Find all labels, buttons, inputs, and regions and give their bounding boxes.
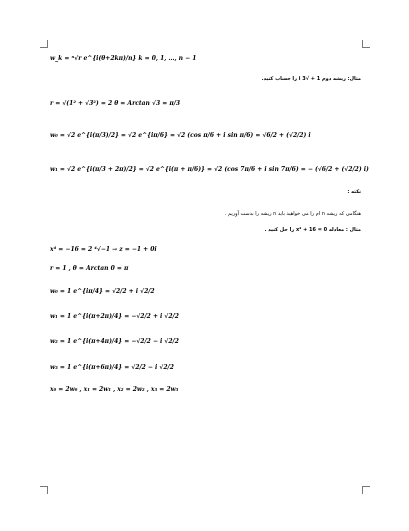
formula-wk: w_k = ⁿ√r e^{i(θ+2kπ)/n} k = 0, 1, …, n − 1 bbox=[50, 55, 197, 62]
formula-w1-2: w₁ = 1 e^{i(π+2π)/4} = −√2/2 + i √2/2 bbox=[50, 313, 179, 320]
formula-w3-2: w₃ = 1 e^{i(π+6π)/4} = √2/2 − i √2/2 bbox=[50, 364, 174, 371]
formula-r-theta-1: r = √(1² + √3²) = 2 θ = Arctan √3 = π/3 bbox=[50, 100, 181, 107]
margin-mark-top-left bbox=[40, 40, 48, 48]
note-title: نکته : bbox=[347, 189, 361, 195]
note-body: هنگامی که ریشه n ام را می خواهید باید n ریشه را بدست آوریم . bbox=[224, 211, 361, 217]
formula-x4: x⁴ = −16 = 2 ⁴√−1 → z = −1 + 0i bbox=[50, 246, 157, 253]
example-heading-1: مثال: ریشه دوم 1 + √3 i را حساب کنید. bbox=[261, 76, 361, 82]
margin-mark-bottom-right bbox=[362, 486, 370, 494]
margin-mark-top-right bbox=[362, 40, 370, 48]
formula-w0-1: w₀ = √2 e^{i(π/3)/2} = √2 e^{iπ/6} = √2 (cos π/6 + i sin π/6) = √6/2 + (√2/2) i bbox=[50, 132, 311, 139]
margin-mark-bottom-left bbox=[40, 486, 48, 494]
formula-w2-2: w₂ = 1 e^{i(π+4π)/4} = −√2/2 − i √2/2 bbox=[50, 338, 179, 345]
formula-w1-1: w₁ = √2 e^{i(π/3 + 2π)/2} = √2 e^{i(π + π/6)} = √2 (cos 7π/6 + i sin 7π/6) = − (√6/2 + (√2/2) i) bbox=[50, 166, 369, 173]
formula-w0-2: w₀ = 1 e^{iπ/4} = √2/2 + i √2/2 bbox=[50, 288, 155, 295]
formula-x-final: x₀ = 2w₀ , x₁ = 2w₁ , x₂ = 2w₂ , x₃ = 2w₃ bbox=[50, 386, 179, 393]
formula-r-theta-2: r = 1 , θ = Arctan 0 = π bbox=[50, 265, 129, 272]
example-heading-2: مثال : معادله x⁴ + 16 = 0 را حل کنید . bbox=[264, 227, 361, 233]
